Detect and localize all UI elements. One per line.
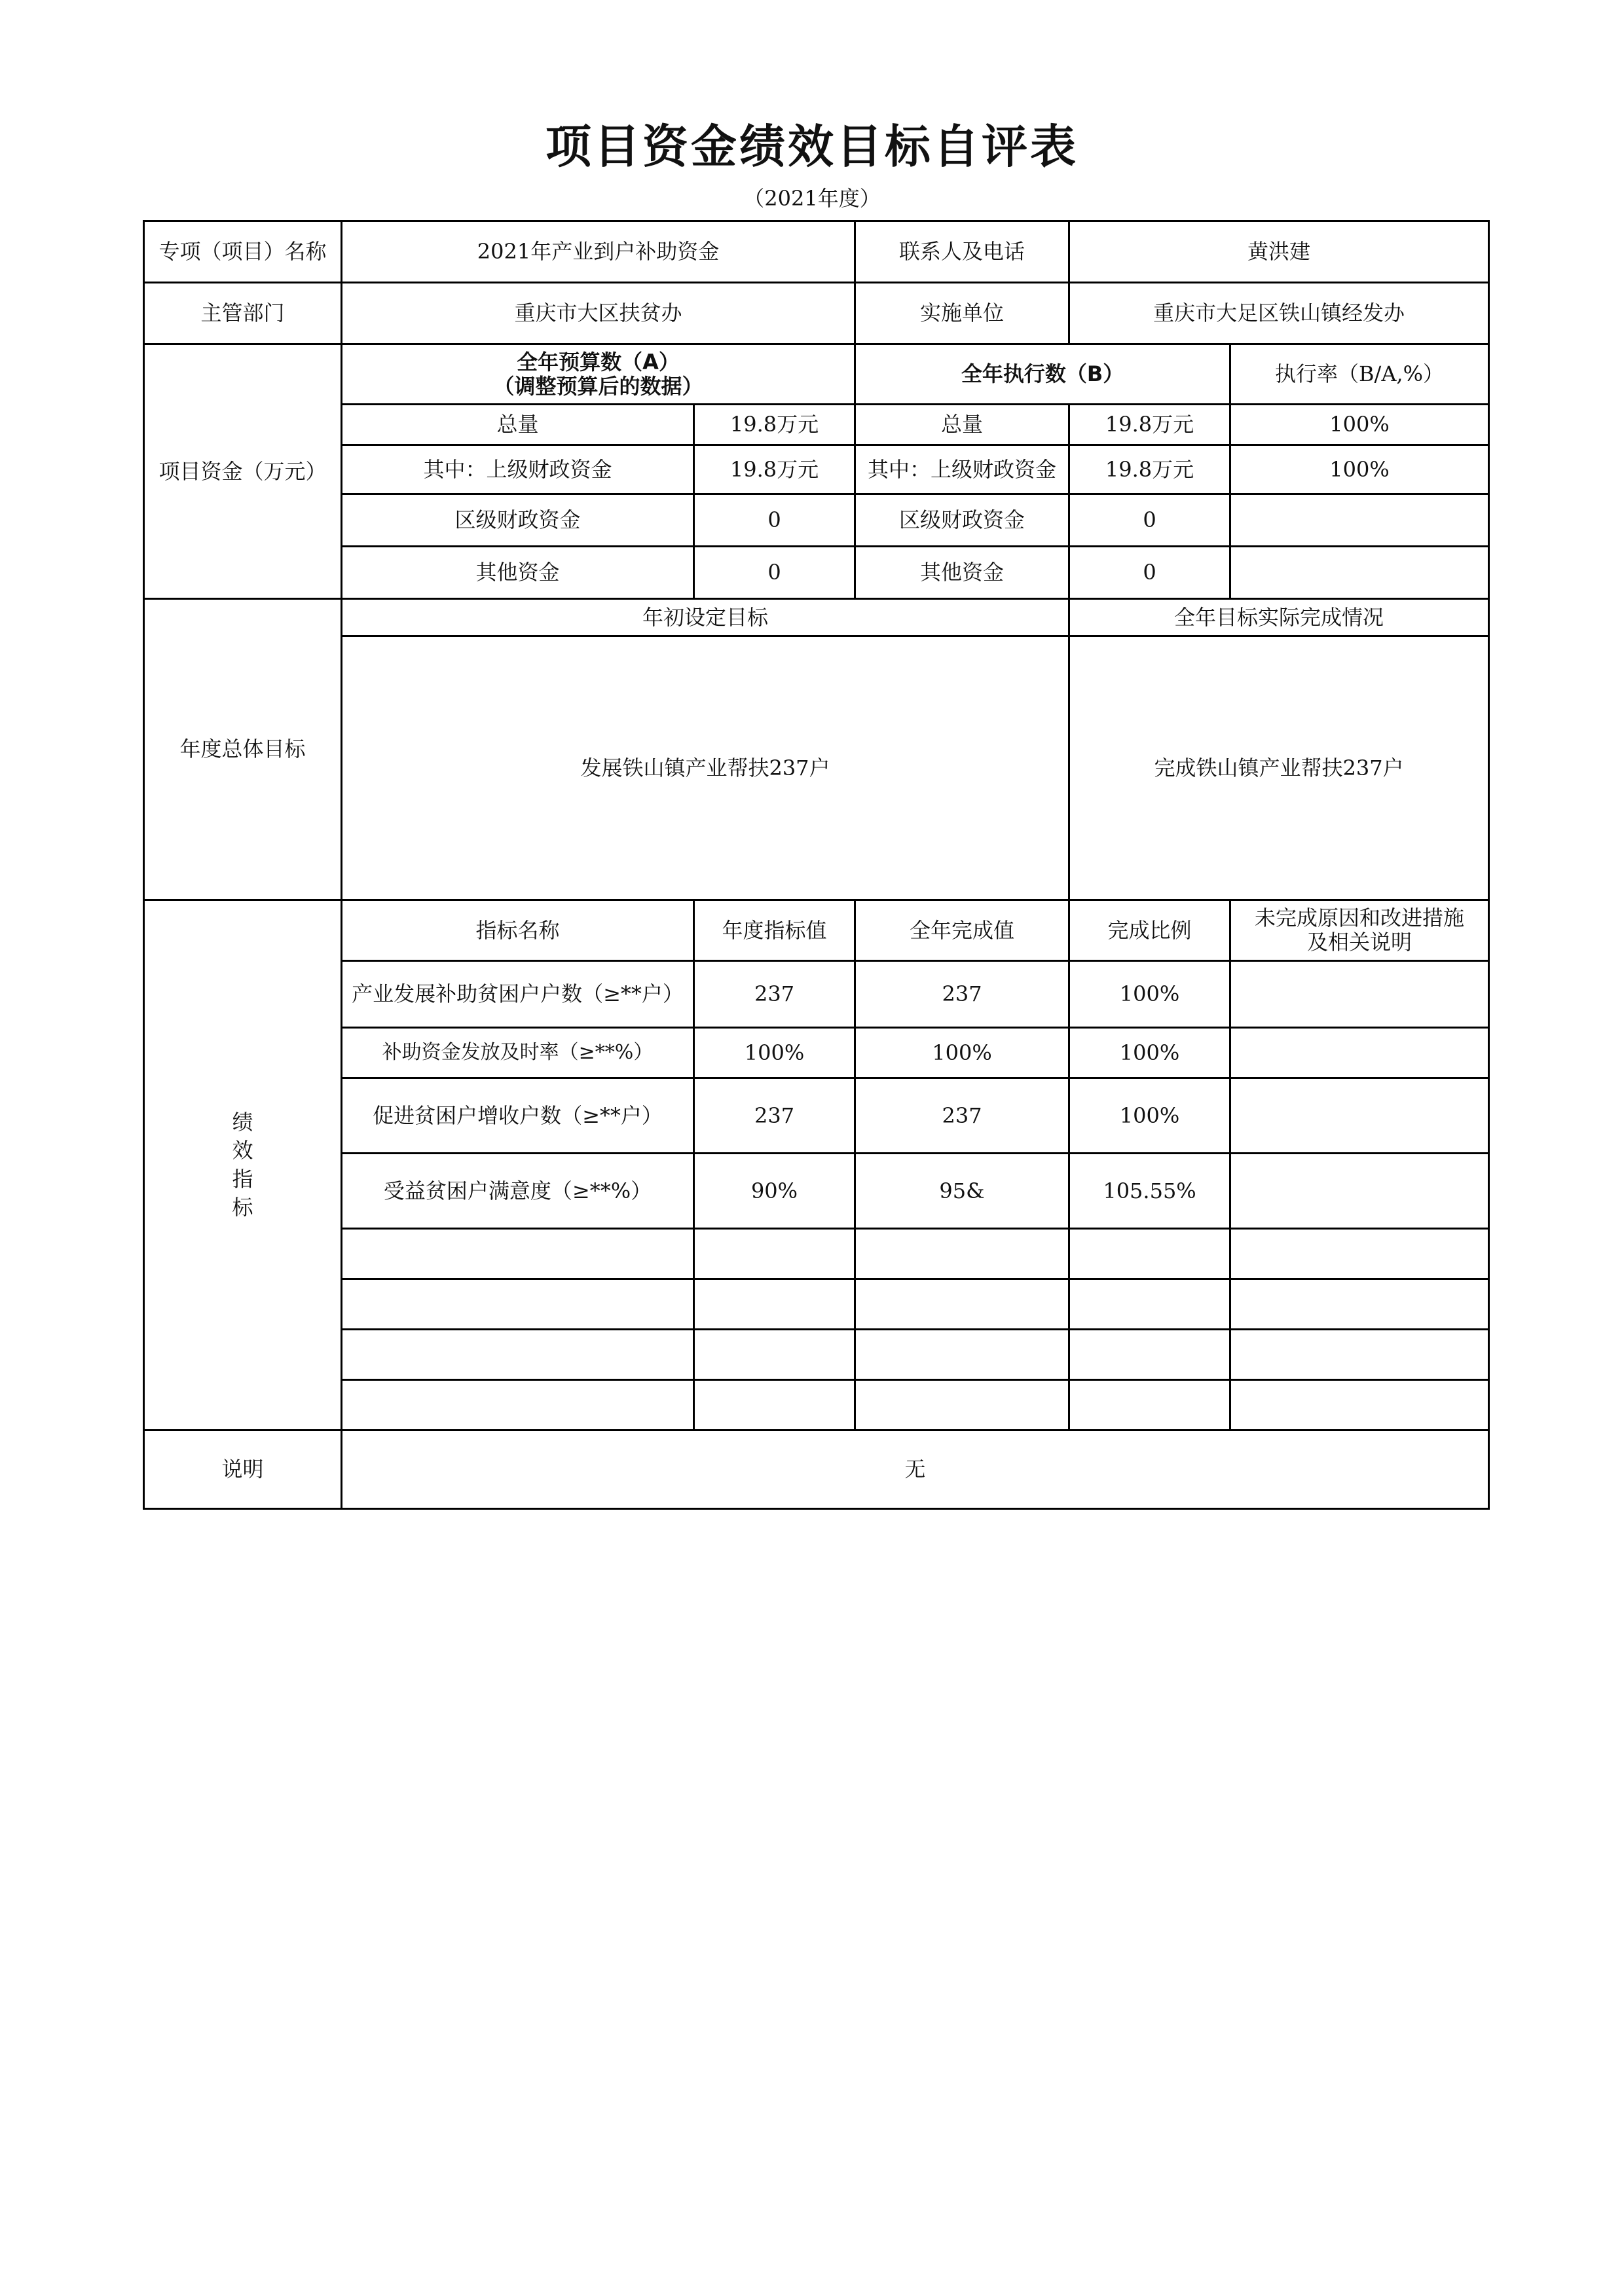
empty-cell xyxy=(855,1229,1069,1279)
goal-header-row xyxy=(144,599,1489,636)
other-exec-value: 0 xyxy=(1069,547,1230,599)
total-budget-value: 19.8万元 xyxy=(694,405,855,445)
indicator-target-header: 年度指标值 xyxy=(694,900,855,961)
other-budget-value: 0 xyxy=(694,547,855,599)
indicator-target: 237 xyxy=(694,1078,855,1154)
upper-exec-label: 其中：上级财政资金 xyxy=(855,445,1069,494)
evaluation-table xyxy=(143,220,1490,1510)
empty-cell xyxy=(855,1380,1069,1430)
table-row xyxy=(144,1078,1489,1154)
indicator-ratio: 100% xyxy=(1069,1028,1230,1078)
empty-cell xyxy=(1069,1380,1230,1430)
department-row xyxy=(144,283,1489,344)
annual-goal-label: 年度总体目标 xyxy=(144,599,342,900)
indicator-ratio: 100% xyxy=(1069,961,1230,1028)
table-row-empty xyxy=(144,1279,1489,1330)
total-rate-value: 100% xyxy=(1230,405,1489,445)
table-row xyxy=(144,1154,1489,1229)
implementer-value: 重庆市大足区铁山镇经发办 xyxy=(1069,283,1489,344)
funds-upper-row xyxy=(144,445,1489,494)
indicator-note-header: 未完成原因和改进措施 及相关说明 xyxy=(1230,900,1489,961)
goal-actual-value: 完成铁山镇产业帮扶237户 xyxy=(1069,636,1489,900)
empty-cell xyxy=(1069,1279,1230,1330)
project-name-value: 2021年产业到户补助资金 xyxy=(342,221,855,283)
table-row-empty xyxy=(144,1229,1489,1279)
empty-cell xyxy=(694,1279,855,1330)
project-name-label: 专项（项目）名称 xyxy=(144,221,342,283)
implementer-label: 实施单位 xyxy=(855,283,1069,344)
goal-actual-header: 全年目标实际完成情况 xyxy=(1069,599,1489,636)
table-row-empty xyxy=(144,1330,1489,1380)
indicator-name: 受益贫困户满意度（≥**%） xyxy=(342,1154,694,1229)
empty-cell xyxy=(694,1380,855,1430)
indicator-note xyxy=(1230,1078,1489,1154)
other-exec-label: 其他资金 xyxy=(855,547,1069,599)
indicator-actual: 95& xyxy=(855,1154,1069,1229)
indicator-ratio: 100% xyxy=(1069,1078,1230,1154)
funds-district-row xyxy=(144,494,1489,547)
execution-header: 全年执行数（B） xyxy=(855,344,1230,405)
contact-value: 黄洪建 xyxy=(1069,221,1489,283)
indicator-target: 237 xyxy=(694,961,855,1028)
goal-content-row xyxy=(144,636,1489,900)
table-row-empty xyxy=(144,1380,1489,1430)
indicator-target: 90% xyxy=(694,1154,855,1229)
empty-cell xyxy=(855,1330,1069,1380)
district-exec-value: 0 xyxy=(1069,494,1230,547)
department-label: 主管部门 xyxy=(144,283,342,344)
other-budget-label: 其他资金 xyxy=(342,547,694,599)
empty-cell xyxy=(1230,1229,1489,1279)
indicator-note xyxy=(1230,1154,1489,1229)
empty-cell xyxy=(1230,1330,1489,1380)
total-budget-label: 总量 xyxy=(342,405,694,445)
empty-cell xyxy=(342,1380,694,1430)
empty-cell xyxy=(694,1229,855,1279)
empty-cell xyxy=(1230,1380,1489,1430)
funds-total-row xyxy=(144,405,1489,445)
funds-label: 项目资金（万元） xyxy=(144,344,342,599)
page-title: 项目资金绩效目标自评表 xyxy=(545,120,1079,173)
empty-cell xyxy=(342,1279,694,1330)
upper-rate-value: 100% xyxy=(1230,445,1489,494)
indicator-note xyxy=(1230,961,1489,1028)
empty-cell xyxy=(694,1330,855,1380)
indicator-header-row xyxy=(144,900,1489,961)
district-rate-value xyxy=(1230,494,1489,547)
budget-header: 全年预算数（A） （调整预算后的数据） xyxy=(342,344,855,405)
total-exec-value: 19.8万元 xyxy=(1069,405,1230,445)
department-value: 重庆市大区扶贫办 xyxy=(342,283,855,344)
indicator-actual: 237 xyxy=(855,1078,1069,1154)
funds-other-row xyxy=(144,547,1489,599)
table-row xyxy=(144,961,1489,1028)
upper-budget-value: 19.8万元 xyxy=(694,445,855,494)
funds-header-row xyxy=(144,344,1489,405)
indicators-label: 绩效指标 xyxy=(144,900,342,1430)
indicator-actual: 237 xyxy=(855,961,1069,1028)
indicator-actual-header: 全年完成值 xyxy=(855,900,1069,961)
other-rate-value xyxy=(1230,547,1489,599)
indicator-ratio: 105.55% xyxy=(1069,1154,1230,1229)
remark-row xyxy=(144,1430,1489,1509)
indicator-target: 100% xyxy=(694,1028,855,1078)
indicator-name: 促进贫困户增收户数（≥**户） xyxy=(342,1078,694,1154)
indicator-name: 补助资金发放及时率（≥**%） xyxy=(342,1028,694,1078)
empty-cell xyxy=(1069,1229,1230,1279)
upper-budget-label: 其中：上级财政资金 xyxy=(342,445,694,494)
empty-cell xyxy=(1230,1279,1489,1330)
project-row xyxy=(144,221,1489,283)
page-subtitle: （2021年度） xyxy=(743,186,881,211)
indicator-note xyxy=(1230,1028,1489,1078)
district-exec-label: 区级财政资金 xyxy=(855,494,1069,547)
upper-exec-value: 19.8万元 xyxy=(1069,445,1230,494)
empty-cell xyxy=(855,1279,1069,1330)
empty-cell xyxy=(1069,1330,1230,1380)
indicator-ratio-header: 完成比例 xyxy=(1069,900,1230,961)
indicator-name: 产业发展补助贫困户户数（≥**户） xyxy=(342,961,694,1028)
district-budget-label: 区级财政资金 xyxy=(342,494,694,547)
district-budget-value: 0 xyxy=(694,494,855,547)
table-row xyxy=(144,1028,1489,1078)
goal-set-header: 年初设定目标 xyxy=(342,599,1069,636)
empty-cell xyxy=(342,1330,694,1380)
contact-label: 联系人及电话 xyxy=(855,221,1069,283)
remark-value: 无 xyxy=(342,1430,1489,1509)
indicator-name-header: 指标名称 xyxy=(342,900,694,961)
total-exec-label: 总量 xyxy=(855,405,1069,445)
remark-label: 说明 xyxy=(144,1430,342,1509)
indicator-actual: 100% xyxy=(855,1028,1069,1078)
empty-cell xyxy=(342,1229,694,1279)
rate-header: 执行率（B/A,%） xyxy=(1230,344,1489,405)
goal-set-value: 发展铁山镇产业帮扶237户 xyxy=(342,636,1069,900)
